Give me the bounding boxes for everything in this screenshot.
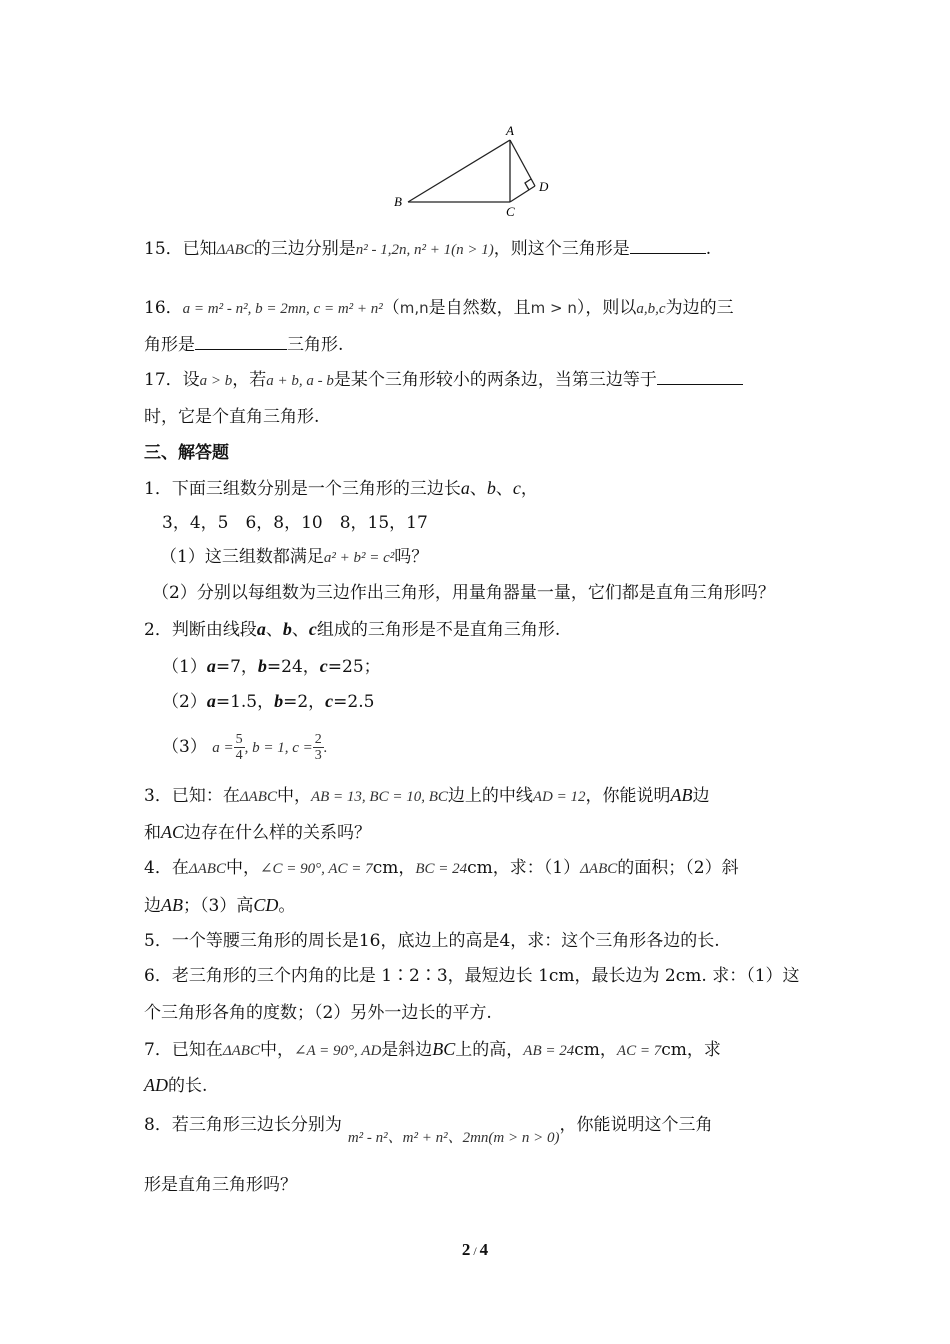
- problem-4-line2: 边AB；（3）高CD。: [144, 895, 296, 916]
- problem-1: 1．下面三组数分别是一个三角形的三边长a、b、c，: [144, 478, 538, 499]
- question-16-line2: 角形是 三角形.: [144, 332, 343, 357]
- segment-dc: [510, 186, 535, 202]
- problem-7-line2: AD的长.: [144, 1075, 208, 1096]
- label-d: D: [539, 179, 549, 194]
- page-number: 2 / 4: [461, 1240, 489, 1259]
- problem-4: 4．在ΔABC中，∠C = 90°, AC = 7cm，BC = 24cm，求：（1）ΔABC的面积；（2）斜: [144, 858, 739, 878]
- problem-1-sub1: （1）这三组数都满足a² + b² = c²吗？: [160, 547, 429, 567]
- right-angle-mark: [525, 179, 531, 190]
- label-a: A: [506, 123, 514, 138]
- question-17: 17．设a > b，若a + b, a - b是某个三角形较小的两条边，当第三边等于: [144, 367, 743, 393]
- problem-2-sub3: （3） a = $\frac{5}{4}$ , b = 1, c = $\frac{2}{3}$ .: [162, 732, 328, 763]
- problem-3: 3．已知：在ΔABC中，AB = 13, BC = 10, BC边上的中线AD = 12，你能说明AB边: [144, 785, 710, 806]
- question-16: 16．a = m² - n², b = 2mn, c = m² + n²（m,n是自然数，且m > n），则以a,b,c为边的三: [144, 298, 734, 318]
- fraction: $\frac{5}{4}$: [235, 732, 243, 763]
- segment-ab: [408, 140, 510, 202]
- answer-blank[interactable]: [195, 332, 287, 350]
- problem-7: 7．已知在ΔABC中，∠A = 90°, AD是斜边BC上的高，AB = 24cm，AC = 7cm，求: [144, 1039, 721, 1060]
- problem-2-sub1: （1）a=7，b=24，c=25；: [162, 656, 381, 677]
- problem-6: 6．老三角形的三个内角的比是 1∶2∶3，最短边长 1cm，最长边为 2cm. 求：（1）这: [144, 966, 800, 986]
- problem-1-groups: 3，4，5 6，8，10 8，15，17: [162, 513, 428, 533]
- section-title: 三、解答题: [144, 443, 229, 463]
- problem-2-sub2: （2）a=1.5，b=2，c=2.5: [162, 691, 375, 712]
- problem-2: 2．判断由线段a、b、c组成的三角形是不是直角三角形.: [144, 619, 561, 640]
- problem-6-line2: 个三角形各角的度数；（2）另外一边长的平方.: [144, 1003, 492, 1023]
- answer-blank[interactable]: [630, 236, 706, 254]
- segment-ad: [510, 140, 535, 186]
- problem-1-sub2: （2）分别以每组数为三边作出三角形，用量角器量一量，它们都是直角三角形吗？: [152, 583, 775, 603]
- question-15: 15．已知ΔABC的三边分别是n² - 1,2n, n² + 1(n > 1)，则这个三角形是 .: [144, 236, 711, 262]
- triangle-figure: [388, 120, 558, 224]
- fraction: $\frac{2}{3}$: [314, 732, 322, 763]
- answer-blank[interactable]: [657, 367, 743, 385]
- label-b: B: [394, 194, 402, 209]
- label-c: C: [506, 204, 515, 219]
- problem-8-line2: 形是直角三角形吗？: [144, 1175, 297, 1195]
- question-17-line2: 时，它是个直角三角形.: [144, 407, 320, 427]
- problem-5: 5．一个等腰三角形的周长是16，底边上的高是4，求：这个三角形各边的长.: [144, 931, 720, 951]
- problem-8: 8．若三角形三边长分别为m² - n²、m² + n²、2mn(m > n > 0)，你能说明这个三角: [144, 1115, 713, 1146]
- problem-3-line2: 和AC边存在什么样的关系吗？: [144, 822, 372, 843]
